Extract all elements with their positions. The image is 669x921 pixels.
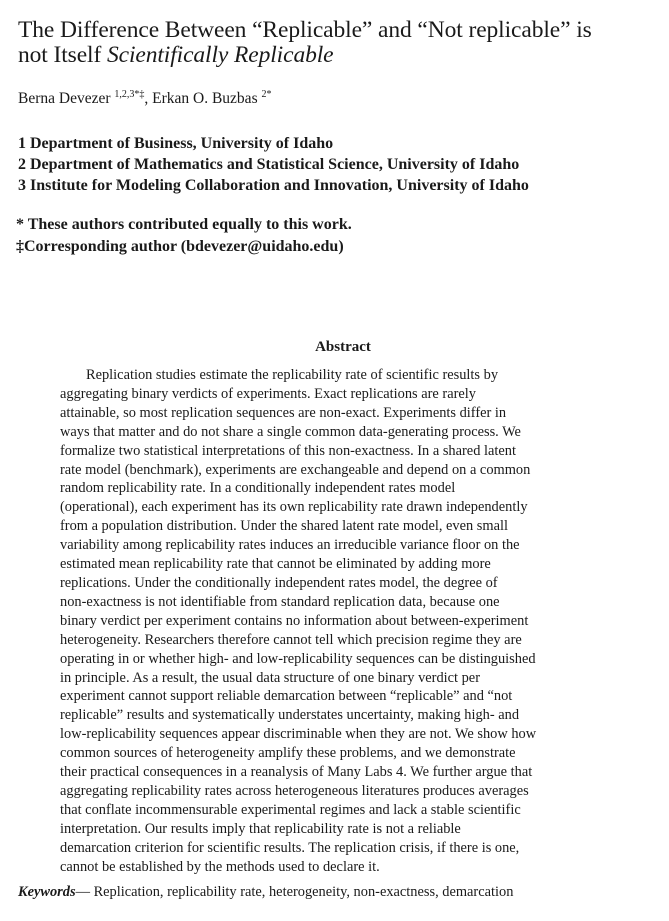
abstract-line: aggregating binary verdicts of experiments. Exact replications are rarely xyxy=(60,385,476,402)
equal-contribution-note: * These authors contributed equally to this work. xyxy=(16,216,352,233)
abstract-line: common sources of heterogeneity amplify these problems, and we demonstrate xyxy=(60,745,516,762)
title-line-2 xyxy=(18,43,668,68)
author-separator: , xyxy=(144,90,153,107)
author-1-marks: 1,2,3*‡ xyxy=(114,89,145,100)
abstract-line: in principle. As a result, the usual data structure of one binary verdict per xyxy=(60,669,480,686)
abstract-line: aggregating replicability rates across heterogeneous literatures produces averages xyxy=(60,782,529,799)
abstract-line: replications. Under the conditionally independent rates model, the degree of xyxy=(60,574,498,591)
title-line-2-italic: Scientifically Replicable xyxy=(106,42,334,68)
abstract-line: random replicability rate. In a conditionally independent rates model xyxy=(60,480,456,497)
abstract-line: their practical consequences in a reanalysis of Many Labs 4. We further argue that xyxy=(60,764,533,781)
abstract-line: estimated mean replicability rate that cannot be eliminated by adding more xyxy=(60,556,491,573)
abstract-body xyxy=(60,366,630,876)
abstract-line: Replication studies estimate the replicability rate of scientific results by xyxy=(86,367,499,383)
abstract-line: interpretation. Our results imply that replicability rate is not a reliable xyxy=(60,820,461,837)
author-2-name: Erkan O. Buzbas xyxy=(152,90,258,107)
abstract-line: heterogeneity. Researchers therefore cannot tell which precision regime they are xyxy=(60,631,522,648)
abstract-line: demarcation criterion for scientific results. The replication crisis, if there is one, xyxy=(60,839,520,856)
affiliation-3: 3 Institute for Modeling Collaboration and Innovation, University of Idaho xyxy=(18,177,529,194)
corresponding-author-note: ‡Corresponding author (bdevezer@uidaho.edu) xyxy=(16,237,344,255)
abstract-line: cannot be established by the methods used to declare it. xyxy=(60,858,380,875)
abstract-line: binary verdict per experiment contains no information about between-experiment xyxy=(60,612,529,629)
affiliations xyxy=(18,133,529,196)
keywords xyxy=(18,884,513,901)
affiliation-1: 1 Department of Business, University of Idaho xyxy=(18,135,334,152)
keywords-label: Keywords xyxy=(18,884,76,900)
paper-title xyxy=(18,18,668,68)
author-notes xyxy=(16,214,352,257)
abstract-line: low-replicability sequences appear discriminable when they are not. We show how xyxy=(60,726,537,743)
title-line-2-prefix: not Itself xyxy=(18,42,107,68)
keywords-text: — Replication, replicability rate, heterogeneity, non-exactness, demarcation xyxy=(75,884,514,900)
affiliation-2: 2 Department of Mathematics and Statistical Science, University of Idaho xyxy=(18,156,520,173)
abstract-line: rate model (benchmark), experiments are exchangeable and depend on a common xyxy=(60,461,531,478)
author-list xyxy=(18,90,271,108)
abstract-heading: Abstract xyxy=(315,339,371,355)
abstract-line: ways that matter and do not share a single common data-generating process. We xyxy=(60,423,521,440)
title-line-1: The Difference Between “Replicable” and “Not replicable” is xyxy=(18,17,592,43)
abstract-line: non-exactness is not identifiable from standard replication data, because one xyxy=(60,593,500,610)
author-1-name: Berna Devezer xyxy=(18,90,111,107)
abstract-line: variability among replicability rates induces an irreducible variance floor on the xyxy=(60,537,520,554)
abstract-line: from a population distribution. Under the shared latent rate model, even small xyxy=(60,518,508,535)
abstract-line: attainable, so most replication sequences are non-exact. Experiments differ in xyxy=(60,404,507,421)
abstract-line: that conflate incommensurable experimental regimes and lack a stable scientific xyxy=(60,801,521,818)
abstract-line: operating in or whether high- and low-replicability sequences can be distinguished xyxy=(60,650,536,667)
author-2-marks: 2* xyxy=(261,89,272,100)
abstract-line: experiment cannot support reliable demarcation between “replicable” and “not xyxy=(60,688,513,705)
abstract-line: (operational), each experiment has its own replicability rate drawn independently xyxy=(60,499,528,516)
abstract-line: formalize two statistical interpretations of this non-exactness. In a shared latent xyxy=(60,442,516,459)
abstract-line: replicable” results and systematically understates uncertainty, making high- and xyxy=(60,707,520,724)
